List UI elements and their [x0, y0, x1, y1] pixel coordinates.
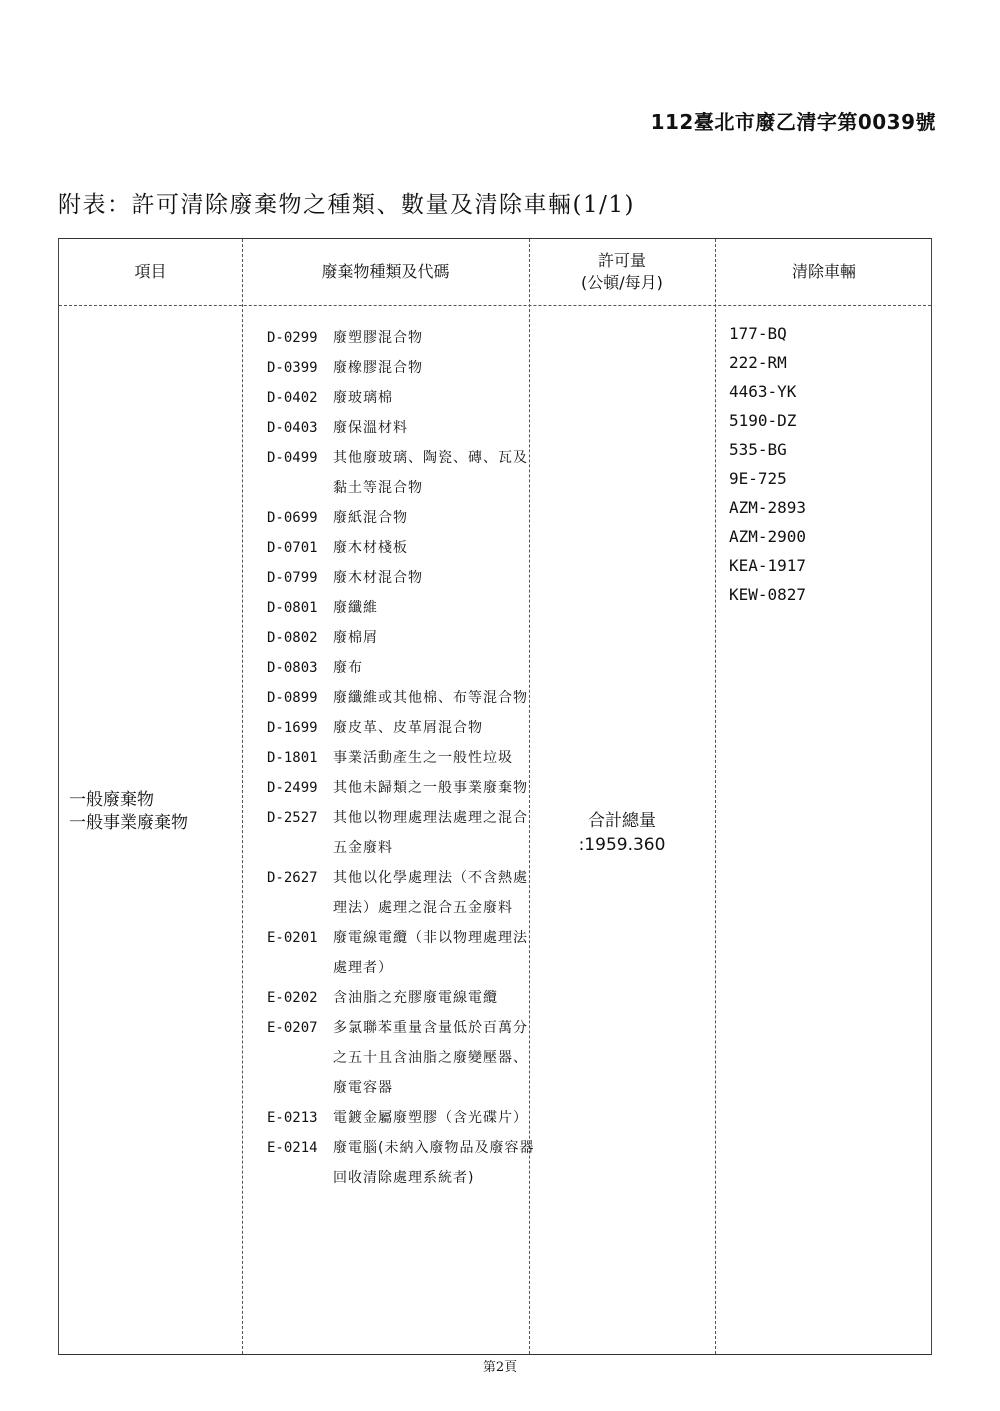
waste-item	[267, 653, 535, 683]
waste-name: 廢玻璃棉	[333, 390, 393, 406]
waste-code: D-1699	[267, 720, 318, 736]
waste-code: D-0803	[267, 660, 318, 676]
waste-name: 廢塑膠混合物	[333, 330, 423, 346]
waste-code: D-0799	[267, 570, 318, 586]
total-amount	[529, 809, 715, 857]
waste-category	[69, 789, 188, 835]
page-title: 附表：許可清除廢棄物之種類、數量及清除車輛(1/1)	[58, 192, 635, 218]
header-permit-amount-label: 許可量	[597, 251, 646, 270]
category-business-waste: 一般事業廢棄物	[69, 813, 188, 833]
waste-code: E-0214	[267, 1140, 318, 1156]
waste-code: D-0299	[267, 330, 318, 346]
waste-name: 多氯聯苯重量含量低於百萬分之五十且含油脂之廢變壓器、廢電容器	[333, 1020, 528, 1096]
waste-name: 廢保溫材料	[333, 420, 408, 436]
waste-name: 其他以化學處理法（不含熱處理法）處理之混合五金廢料	[333, 870, 528, 916]
waste-item	[267, 743, 535, 773]
waste-item	[267, 1133, 535, 1193]
vehicle-plate: AZM-2900	[729, 527, 807, 546]
header-vehicles: 清除車輛	[791, 262, 856, 281]
waste-name: 廢紙混合物	[333, 510, 408, 526]
waste-code: D-1801	[267, 750, 318, 766]
waste-item	[267, 533, 535, 563]
waste-name: 事業活動產生之一般性垃圾	[333, 750, 513, 766]
waste-list	[267, 323, 535, 1193]
waste-code: D-0801	[267, 600, 318, 616]
waste-name: 廢纖維	[333, 600, 378, 616]
header-permit-amount	[529, 239, 715, 305]
header-divider	[59, 305, 931, 306]
waste-item	[267, 863, 535, 923]
vehicle-plate: 177-BQ	[729, 324, 787, 343]
waste-item	[267, 983, 535, 1013]
vehicle-list	[729, 319, 806, 609]
waste-code: D-0499	[267, 450, 318, 466]
waste-item	[267, 623, 535, 653]
vehicle-plate: AZM-2893	[729, 498, 807, 517]
waste-name: 其他廢玻璃、陶瓷、磚、瓦及黏土等混合物	[333, 450, 528, 496]
waste-name: 廢木材混合物	[333, 570, 423, 586]
vehicle-plate: KEA-1917	[729, 556, 807, 575]
waste-name: 廢棉屑	[333, 630, 378, 646]
waste-item	[267, 353, 535, 383]
waste-code: E-0201	[267, 930, 318, 946]
waste-code: E-0213	[267, 1110, 318, 1126]
waste-item	[267, 1103, 535, 1133]
waste-code: D-0403	[267, 420, 318, 436]
total-value: :1959.360	[578, 835, 666, 855]
waste-item	[267, 593, 535, 623]
waste-code: D-2499	[267, 780, 318, 796]
vehicle-plate: KEW-0827	[729, 585, 807, 604]
vehicle-plate: 535-BG	[729, 440, 787, 459]
waste-code: D-2527	[267, 810, 318, 826]
waste-code: D-0699	[267, 510, 318, 526]
page-number: 第2頁	[482, 1360, 518, 1375]
waste-item	[267, 383, 535, 413]
waste-code: D-2627	[267, 870, 318, 886]
header-permit-amount-unit: (公頓/每月)	[581, 273, 663, 292]
category-general-waste: 一般廢棄物	[69, 790, 154, 810]
waste-item	[267, 563, 535, 593]
waste-item	[267, 713, 535, 743]
waste-item	[267, 1013, 535, 1103]
vehicle-plate: 5190-DZ	[729, 411, 797, 430]
waste-item	[267, 323, 535, 353]
waste-name: 廢皮革、皮革屑混合物	[333, 720, 483, 736]
waste-code: D-0399	[267, 360, 318, 376]
waste-item	[267, 683, 535, 713]
column-divider	[242, 239, 243, 1354]
header-waste-type: 廢棄物種類及代碼	[321, 262, 450, 281]
permit-table	[58, 238, 932, 1355]
waste-code: D-0701	[267, 540, 318, 556]
waste-name: 其他以物理處理法處理之混合五金廢料	[333, 810, 528, 856]
waste-item	[267, 803, 535, 863]
waste-name: 廢纖維或其他棉、布等混合物	[333, 690, 528, 706]
waste-name: 廢電腦(未納入廢物品及廢容器回收清除處理系統者)	[333, 1140, 535, 1186]
vehicle-plate: 9E-725	[729, 469, 787, 488]
waste-name: 廢橡膠混合物	[333, 360, 423, 376]
waste-name: 廢木材棧板	[333, 540, 408, 556]
waste-name: 廢電線電纜（非以物理處理法處理者）	[333, 930, 528, 976]
waste-code: D-0899	[267, 690, 318, 706]
column-divider	[715, 239, 716, 1354]
vehicle-plate: 4463-YK	[729, 382, 797, 401]
waste-item	[267, 503, 535, 533]
waste-code: D-0802	[267, 630, 318, 646]
waste-code: D-0402	[267, 390, 318, 406]
waste-item	[267, 443, 535, 503]
waste-name: 其他未歸類之一般事業廢棄物	[333, 780, 528, 796]
document-number: 112臺北市廢乙清字第0039號	[650, 110, 936, 134]
waste-item	[267, 923, 535, 983]
waste-code: E-0207	[267, 1020, 318, 1036]
waste-name: 含油脂之充膠廢電線電纜	[333, 990, 498, 1006]
vehicle-plate: 222-RM	[729, 353, 787, 372]
waste-name: 電鍍金屬廢塑膠（含光碟片）	[333, 1110, 528, 1126]
total-label: 合計總量	[588, 811, 656, 831]
waste-code: E-0202	[267, 990, 318, 1006]
waste-name: 廢布	[333, 660, 363, 676]
header-item: 項目	[134, 262, 167, 281]
waste-item	[267, 773, 535, 803]
waste-item	[267, 413, 535, 443]
